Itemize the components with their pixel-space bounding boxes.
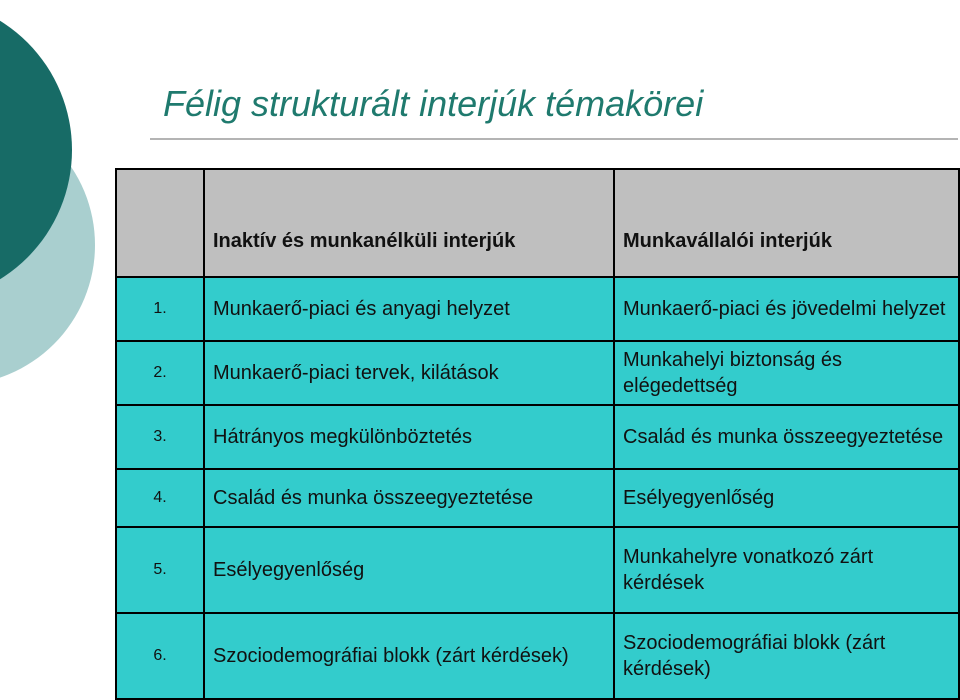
inactive-topic-cell: Esélyegyenlőség — [204, 527, 614, 613]
inactive-topic-cell: Szociodemográfiai blokk (zárt kérdések) — [204, 613, 614, 699]
header-cell-number — [116, 169, 204, 277]
row-number: 4. — [116, 469, 204, 527]
row-number: 5. — [116, 527, 204, 613]
table-row — [116, 527, 959, 613]
header-cell-inactive-interviews: Inaktív és munkanélküli interjúk — [204, 169, 614, 277]
header-cell-employee-interviews: Munkavállalói interjúk — [614, 169, 959, 277]
employee-topic-cell: Szociodemográfiai blokk (zárt kérdések) — [614, 613, 959, 699]
topics-table — [115, 168, 960, 700]
table-row — [116, 341, 959, 405]
table-row — [116, 469, 959, 527]
row-number: 6. — [116, 613, 204, 699]
table-header-row — [116, 169, 959, 277]
title-divider — [150, 138, 958, 140]
employee-topic-cell: Munkahelyi biztonság és elégedettség — [614, 341, 959, 405]
table-row — [116, 405, 959, 469]
inactive-topic-cell: Munkaerő-piaci és anyagi helyzet — [204, 277, 614, 341]
employee-topic-cell: Munkahelyre vonatkozó zárt kérdések — [614, 527, 959, 613]
inactive-topic-cell: Hátrányos megkülönböztetés — [204, 405, 614, 469]
inactive-topic-cell: Család és munka összeegyeztetése — [204, 469, 614, 527]
employee-topic-cell: Esélyegyenlőség — [614, 469, 959, 527]
employee-topic-cell: Család és munka összeegyeztetése — [614, 405, 959, 469]
table-row — [116, 277, 959, 341]
row-number: 1. — [116, 277, 204, 341]
table-row — [116, 613, 959, 699]
inactive-topic-cell: Munkaerő-piaci tervek, kilátások — [204, 341, 614, 405]
page-title: Félig strukturált interjúk témakörei — [163, 83, 704, 124]
employee-topic-cell: Munkaerő-piaci és jövedelmi helyzet — [614, 277, 959, 341]
row-number: 3. — [116, 405, 204, 469]
row-number: 2. — [116, 341, 204, 405]
